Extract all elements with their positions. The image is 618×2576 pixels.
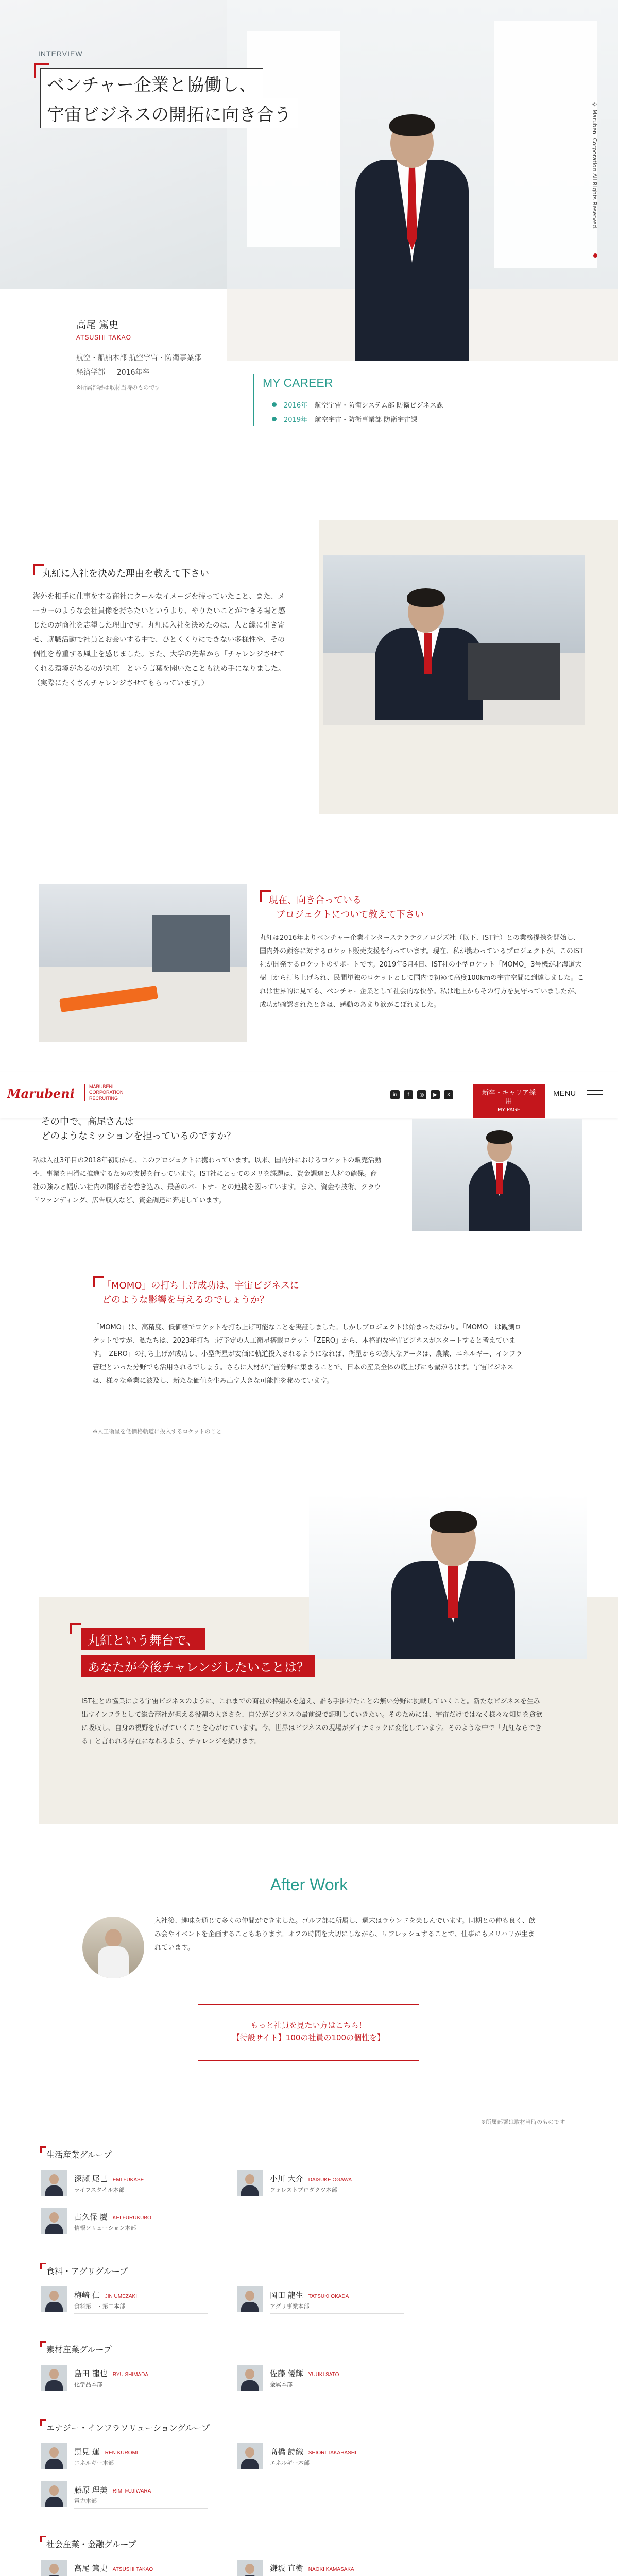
staff-group-title: 社会産業・金融グループ	[46, 2538, 136, 2550]
staff-member-link[interactable]	[237, 2363, 407, 2394]
member-department: エネルギー本部	[74, 2460, 114, 2466]
member-name-en: RYU SHIMADA	[112, 2372, 149, 2378]
hero	[0, 0, 618, 428]
instagram-icon[interactable]: ◎	[417, 1090, 426, 1099]
q5-body: IST社との協業による宇宙ビジネスのように、これまでの商社の枠組みを超え、誰も手掛けたことの無い分野に挑戦していくこと。新たなビジネスを生み出すインフラとして総合商社が担える役割の大きさを、自分がビジネスの最前線で証明していきたい。そのためには、宇宙だけではなく様々な知見を貪欲に吸収し、自身の視野を広げていくことを心がけています。今、世界はビジネスの現場がダイナミックに変化しています。そのような中で「丸紅ならできる」と言われる存在になれるよう、チャレンジを続けます。	[81, 1698, 543, 1745]
member-name: 髙橋 詩織	[270, 2447, 303, 2456]
sns-links	[390, 1090, 453, 1099]
avatar	[41, 2481, 67, 2507]
member-department: ライフスタイル本部	[74, 2187, 125, 2193]
staff-member-link[interactable]	[41, 2479, 211, 2510]
hero-title-line2: 宇宙ビジネスの開拓に向き合う	[40, 98, 298, 128]
logo-subtitle: MARUBENI CORPORATION RECRUITING	[84, 1084, 123, 1101]
avatar	[41, 2208, 67, 2234]
group-corner-mark	[40, 2419, 46, 2426]
avatar	[237, 2443, 263, 2469]
hero-photo	[227, 0, 618, 361]
staff-member-link[interactable]	[41, 2441, 211, 2472]
q2-title-line2: プロジェクトについて教えて下さい	[276, 909, 424, 920]
group-corner-mark	[40, 2263, 46, 2269]
avatar	[41, 2365, 67, 2391]
q5-photo	[309, 1494, 587, 1659]
profile-note: ※所属部署は取材当時のものです	[76, 384, 161, 391]
member-name-en: RIMI FUJIWARA	[112, 2488, 151, 2494]
career-row: 2016年 航空宇宙・防衛システム部 防衛ビジネス課	[272, 400, 443, 410]
member-department: 食料第一・第二本部	[74, 2303, 125, 2310]
member-name-en: DAISUKE OGAWA	[308, 2177, 352, 2183]
q1-body: 海外を相手に仕事をする商社にクールなイメージを持っていたこと、また、メーカーのような会社員像を持ちたいというより、やりたいことができる場と感じたのが商社を志望した理由です。丸紅に入社を決めたのは、人と縁に引き寄せ、就職活動で社員とお会いする中で、ひとくくりにできない多様性や、その個性を尊重する風土を感じました。また、大学の先輩から「チャレンジさせてくれる環境があるのが丸紅」という言葉を聞いたことも決め手になりました。（実際にたくさんチャレンジさせてもらっています。）	[33, 592, 285, 687]
staff-member-link[interactable]	[41, 2363, 211, 2394]
avatar	[41, 2560, 67, 2576]
staff-group-title: 素材産業グループ	[46, 2343, 112, 2355]
career-row: 2019年 航空宇宙・防衛事業部 防衛宇宙課	[272, 414, 417, 424]
staff-group-title: 食料・アグリグループ	[46, 2265, 128, 2277]
q4-caption: ※人工衛星を低価格軌道に投入するロケットのこと	[93, 1428, 222, 1435]
q2-body: 丸紅は2016年よりベンチャー企業インターステラテクノロジズ社（以下、IST社）との業務提携を開始し、国内外の顧客に対するロケット販売支援を行っています。現在、私が携わっているプロジェクトが、このIST社が開発するロケットのサポートです。2019年5月4日、IST社の小型ロケット「MOMO」3号機が北海道大樹町から打ち上げられ、民間単独のロケットとして国内で初めて高度100kmの宇宙空間に到達しました。これは世界的に見ても、ベンチャー企業として社会的な快挙。私は地上からその行方を見守っていましたが、成功が確認されたときは、感動のあまり涙がこぼれました。	[260, 934, 585, 1009]
menu-label[interactable]: MENU	[553, 1089, 576, 1098]
member-name: 古久保 慶	[74, 2212, 108, 2222]
after-work-body: 入社後、趣味を通じて多くの仲間ができました。ゴルフ部に所属し、週末はラウンドを楽しんでいます。同期との仲も良く、飲み会やイベントを企画することもあります。オフの時間を大切にしながら、リフレッシュすることで、仕事にもメリハリが生まれています。	[154, 1917, 536, 1952]
member-name: 深瀬 尾巳	[74, 2174, 108, 2183]
linkedin-icon[interactable]: in	[390, 1090, 400, 1099]
avatar	[41, 2286, 67, 2312]
staff-member-link[interactable]	[41, 2206, 211, 2237]
member-name-en: TATSUKI OKADA	[308, 2294, 349, 2299]
photo-credit: © Marubeni Corporation All Rights Reserved.	[591, 101, 598, 230]
member-name: 高尾 篤史	[74, 2564, 108, 2573]
hamburger-icon[interactable]	[587, 1087, 603, 1098]
q3-title-line2: どのようなミッションを担っているのですか？	[41, 1131, 236, 1142]
member-department: 電力本部	[74, 2498, 97, 2504]
profile-name: 高尾 篤史	[76, 319, 119, 331]
member-name-en: KEI FURUKUBO	[112, 2215, 151, 2221]
staff-member-link[interactable]	[41, 2284, 211, 2315]
avatar	[237, 2365, 263, 2391]
member-department: アグリ事業本部	[270, 2303, 310, 2310]
member-name-en: YUUKI SATO	[308, 2372, 339, 2378]
interview-tag: INTERVIEW	[38, 49, 83, 58]
q2-photo	[39, 884, 247, 1042]
q1-title: 丸紅に入社を決めた理由を教えて下さい	[42, 568, 209, 579]
staff-member-link[interactable]	[237, 2168, 407, 2199]
q5-label-line1: 丸紅という舞台で、	[81, 1628, 205, 1650]
hero-left-background	[0, 0, 227, 289]
profile-department: 航空・船舶本部 航空宇宙・防衛事業部	[76, 354, 201, 362]
member-department: フォレストプロダクツ本部	[270, 2187, 337, 2193]
bullet-icon	[272, 402, 277, 407]
q2-title-line1: 現在、向き合っている	[269, 895, 362, 906]
group-corner-mark	[40, 2536, 46, 2542]
member-name: 小川 大介	[270, 2174, 303, 2183]
hero-person-photo	[345, 103, 479, 361]
staff-member-link[interactable]	[41, 2168, 211, 2199]
avatar	[41, 2443, 67, 2469]
member-name: 黒見 蓮	[74, 2447, 100, 2456]
group-corner-mark	[40, 2341, 46, 2347]
member-name: 藤原 理美	[74, 2485, 108, 2495]
member-name-en: JIN UMEZAKI	[105, 2294, 138, 2299]
profile-major: 経済学部 ｜ 2016年卒	[76, 368, 150, 377]
youtube-icon[interactable]: ▶	[431, 1090, 440, 1099]
staff-member-link[interactable]	[237, 2441, 407, 2472]
more-staff-button[interactable]: もっと社員を見たい方はこちら！ 【特設サイト】100の社員の100の個性を】	[198, 2004, 419, 2061]
career-title: MY CAREER	[263, 376, 333, 389]
member-name: 佐藤 優輝	[270, 2369, 303, 2378]
staff-group-title: 生活産業グループ	[46, 2148, 112, 2160]
avatar	[237, 2560, 263, 2576]
member-name-en: NAOKI KAMASAKA	[308, 2567, 354, 2572]
staff-group-title: エナジー・インフラソリューショングループ	[46, 2421, 210, 2433]
site-header	[0, 1072, 618, 1118]
staff-member-link[interactable]	[237, 2284, 407, 2315]
q3-body: 私は入社3年目の2018年初頭から、このプロジェクトに携わっています。以来、国内外におけるロケットの販売活動や、事業を円滑に推進するための支援を行っています。IST社にとってのメリを課題は、資金調達と人材の確保。商社の強みと幅広い社内の関係者を巻き込み、最善のパートナーとの連携を図っています。また、資金や技術、クラウドファンディング、広告収入など、資金調達に奔走しています。	[33, 1157, 382, 1205]
bullet-icon	[272, 417, 277, 421]
marubeni-logo[interactable]: Marubeni	[7, 1086, 75, 1101]
member-department: エネルギー本部	[270, 2460, 310, 2466]
after-work-title: After Work	[270, 1875, 348, 1894]
facebook-icon[interactable]: f	[404, 1090, 413, 1099]
staff-note: ※所属部署は取材当時のものです	[481, 2119, 565, 2125]
group-corner-mark	[40, 2146, 46, 2153]
q1-photo	[323, 555, 585, 725]
career-box	[253, 374, 490, 434]
staff-member-link[interactable]	[237, 2557, 407, 2576]
member-name-en: REN KUROMI	[105, 2450, 138, 2456]
member-name: 鎌坂 直樹	[270, 2564, 303, 2573]
staff-member-link[interactable]	[41, 2557, 211, 2576]
q4-title-line2: どのような影響を与えるのでしょうか？	[102, 1295, 269, 1306]
member-name-en: ATSUSHI TAKAO	[112, 2567, 153, 2572]
member-name: 岡田 龍生	[270, 2291, 303, 2300]
x-icon[interactable]: X	[444, 1090, 453, 1099]
credit-mark-icon	[593, 253, 597, 258]
member-department: 化学品本部	[74, 2381, 102, 2388]
avatar	[237, 2286, 263, 2312]
q3-title-line1: その中で、高尾さんは	[41, 1116, 134, 1127]
avatar	[41, 2170, 67, 2196]
q4-title-line1: 「MOMO」の打ち上げ成功は、宇宙ビジネスに	[102, 1280, 299, 1291]
member-name: 梅崎 仁	[74, 2291, 100, 2300]
member-name-en: SHIORI TAKAHASHI	[308, 2450, 356, 2456]
avatar	[237, 2170, 263, 2196]
member-name: 島田 龍也	[74, 2369, 108, 2378]
member-department: 情報ソリューション本部	[74, 2225, 136, 2231]
member-name-en: EMI FUKASE	[112, 2177, 144, 2183]
q5-corner-mark	[70, 1623, 81, 1634]
q3-photo	[412, 1119, 582, 1231]
after-work-photo	[82, 1917, 144, 1978]
q5-label-line2: あなたが今後チャレンジしたいことは？	[81, 1655, 315, 1677]
profile-name-en: ATSUSHI TAKAO	[76, 334, 132, 341]
career-line	[253, 374, 254, 426]
member-department: 金属本部	[270, 2381, 293, 2388]
q4-body: 「MOMO」は、高精度、低価格でロケットを打ち上げ可能なことを実証しました。しかしプロジェクトは始まったばかり。「MOMO」は観測ロケットですが、私たちは、2023年打ち上げ予定の人工衛星搭載ロケット「ZERO」から、本格的な宇宙ビジネスがスタートすると考えています。「ZERO」の打ち上げが成功し、小型衛星が安価に軌道投入されるようになれば、衛星からの膨大なデータは、農業、エネルギー、インフラ管理といった分野でも活用されるでしょう。さらに人材が宇宙分野に集まることで、日本の産業全体の底上げにも繋がるはず。宇宙ビジネスは、様々な産業に波及し、新たな価値を生み出す大きな可能性を秘めています。	[93, 1324, 523, 1385]
mypage-button[interactable]: 新卒・キャリア採用 MY PAGE	[473, 1084, 545, 1118]
hero-title-line1: ベンチャー企業と協働し、	[40, 68, 263, 98]
